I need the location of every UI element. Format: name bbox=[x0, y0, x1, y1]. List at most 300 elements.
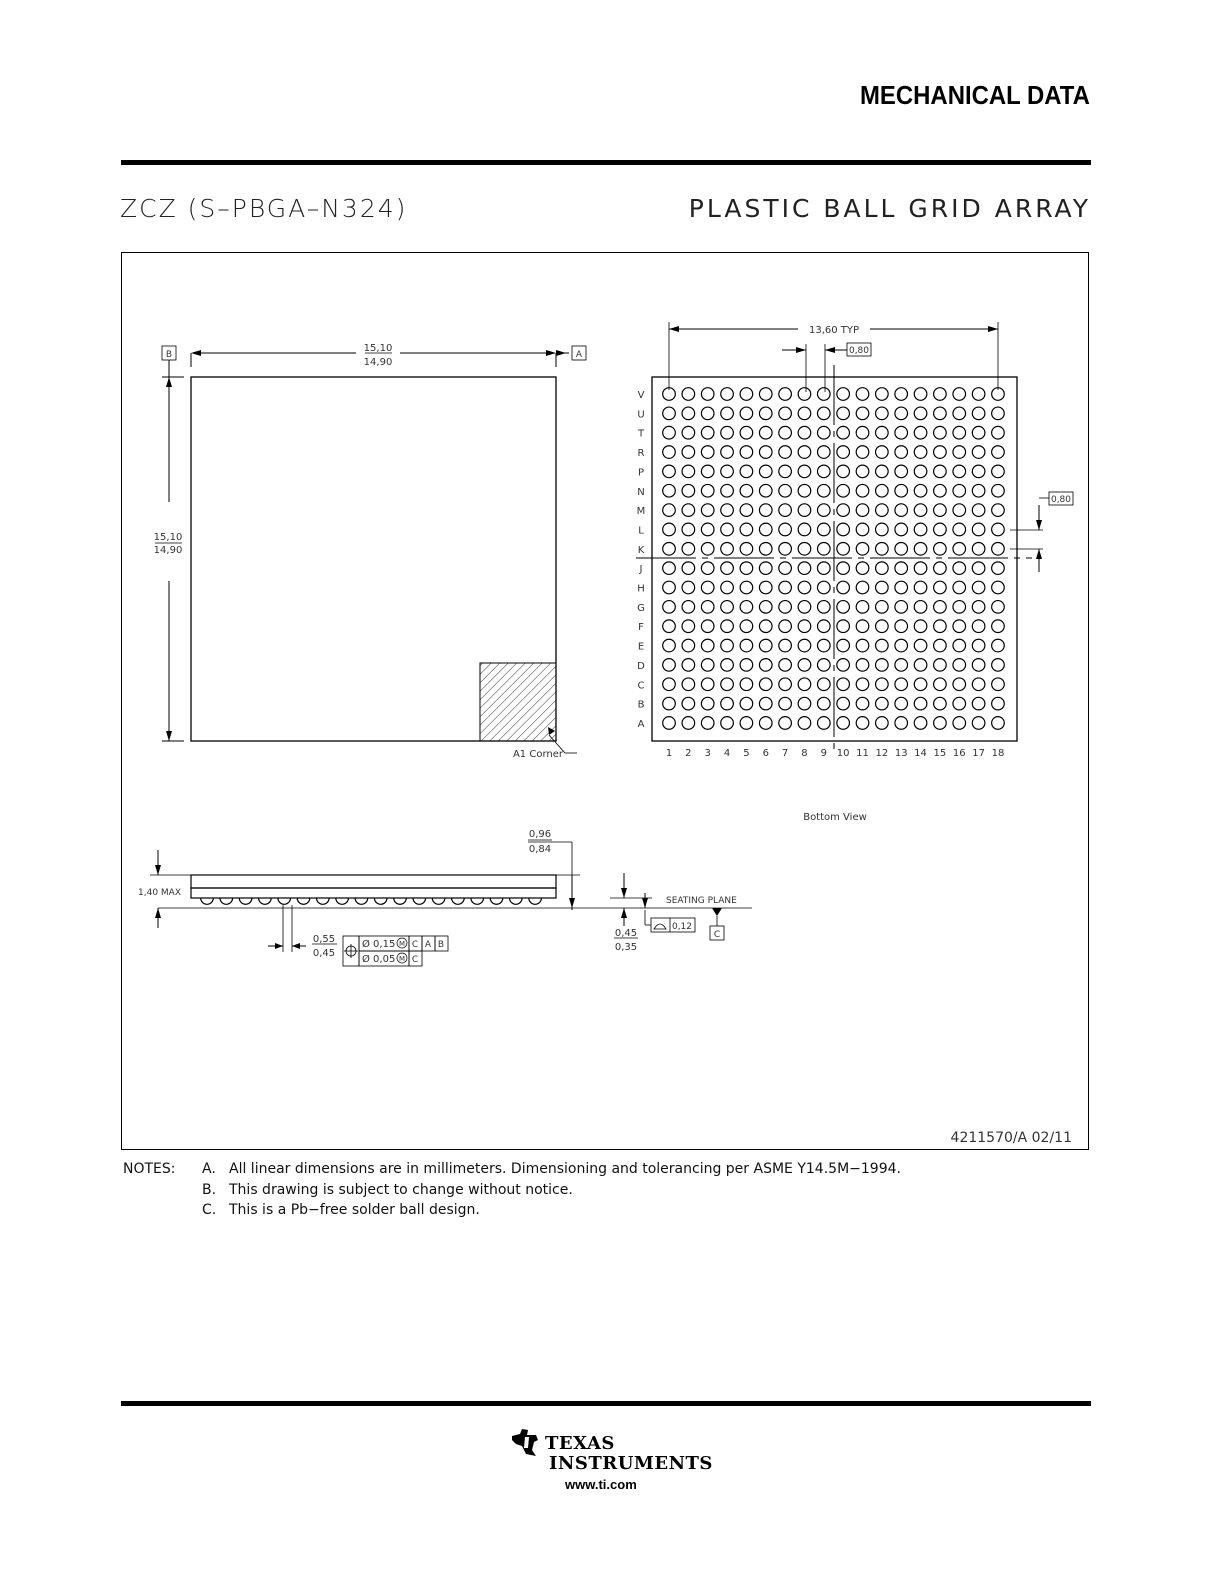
solder-ball-D5 bbox=[740, 659, 753, 672]
side-ball-16 bbox=[490, 898, 503, 904]
solder-ball-N10 bbox=[837, 484, 850, 497]
solder-ball-K12 bbox=[876, 543, 889, 556]
solder-ball-U15 bbox=[934, 407, 947, 420]
solder-ball-F3 bbox=[701, 620, 714, 633]
solder-ball-T8 bbox=[798, 426, 811, 439]
solder-ball-L15 bbox=[934, 523, 947, 536]
solder-ball-H14 bbox=[914, 581, 927, 594]
solder-ball-U12 bbox=[876, 407, 889, 420]
solder-ball-D10 bbox=[837, 659, 850, 672]
solder-ball-J3 bbox=[701, 562, 714, 575]
solder-ball-K5 bbox=[740, 543, 753, 556]
solder-ball-H10 bbox=[837, 581, 850, 594]
row-label-H: H bbox=[637, 583, 645, 595]
solder-ball-J8 bbox=[798, 562, 811, 575]
solder-ball-J17 bbox=[972, 562, 985, 575]
solder-ball-R17 bbox=[972, 446, 985, 459]
solder-ball-L10 bbox=[837, 523, 850, 536]
side-ball-12 bbox=[413, 898, 426, 904]
side-ball-9 bbox=[355, 898, 368, 904]
solder-ball-F5 bbox=[740, 620, 753, 633]
solder-ball-B13 bbox=[895, 697, 908, 710]
pitch-y: 0,80 bbox=[1050, 495, 1072, 505]
solder-ball-A18 bbox=[992, 717, 1005, 730]
solder-ball-T6 bbox=[759, 426, 772, 439]
solder-ball-B17 bbox=[972, 697, 985, 710]
pitch-x: 0,80 bbox=[848, 346, 870, 356]
solder-ball-C5 bbox=[740, 678, 753, 691]
tol-1-ref-a: A bbox=[424, 940, 432, 950]
solder-ball-V7 bbox=[779, 388, 792, 401]
note-letter: A. bbox=[202, 1161, 216, 1177]
drawing-number: 4211570/A 02/11 bbox=[950, 1130, 1072, 1146]
body-max: 0,96 bbox=[528, 829, 552, 840]
solder-ball-G11 bbox=[856, 601, 869, 614]
solder-ball-D14 bbox=[914, 659, 927, 672]
solder-ball-H3 bbox=[701, 581, 714, 594]
solder-ball-D4 bbox=[721, 659, 734, 672]
solder-ball-C1 bbox=[663, 678, 676, 691]
note-text: All linear dimensions are in millimeters. Dimensioning and tolerancing per ASME Y14.5M−1994. bbox=[229, 1161, 901, 1177]
solder-ball-R3 bbox=[701, 446, 714, 459]
package-code: ZCZ (S–PBGA–N324) bbox=[120, 194, 408, 223]
solder-ball-A7 bbox=[779, 717, 792, 730]
solder-ball-V4 bbox=[721, 388, 734, 401]
solder-ball-K1 bbox=[663, 543, 676, 556]
row-label-U: U bbox=[637, 409, 645, 421]
solder-ball-G12 bbox=[876, 601, 889, 614]
solder-ball-C17 bbox=[972, 678, 985, 691]
solder-ball-K6 bbox=[759, 543, 772, 556]
solder-ball-N14 bbox=[914, 484, 927, 497]
solder-ball-B10 bbox=[837, 697, 850, 710]
solder-ball-V9 bbox=[818, 388, 831, 401]
solder-ball-K18 bbox=[992, 543, 1005, 556]
solder-ball-J15 bbox=[934, 562, 947, 575]
solder-ball-R10 bbox=[837, 446, 850, 459]
solder-ball-B15 bbox=[934, 697, 947, 710]
solder-ball-F12 bbox=[876, 620, 889, 633]
solder-ball-L16 bbox=[953, 523, 966, 536]
row-label-V: V bbox=[637, 390, 645, 401]
side-ball-8 bbox=[336, 898, 349, 904]
solder-ball-T16 bbox=[953, 426, 966, 439]
solder-ball-U11 bbox=[856, 407, 869, 420]
solder-ball-G8 bbox=[798, 601, 811, 614]
solder-ball-E15 bbox=[934, 639, 947, 652]
solder-ball-N12 bbox=[876, 484, 889, 497]
row-label-E: E bbox=[637, 641, 645, 653]
ti-logo-icon bbox=[510, 1428, 544, 1458]
solder-ball-U14 bbox=[914, 407, 927, 420]
solder-ball-E9 bbox=[818, 639, 831, 652]
solder-ball-V3 bbox=[701, 388, 714, 401]
column-label-15: 15 bbox=[933, 748, 947, 759]
solder-ball-H4 bbox=[721, 581, 734, 594]
solder-ball-P5 bbox=[740, 465, 753, 478]
solder-ball-M12 bbox=[876, 504, 889, 517]
a1-corner-hatch bbox=[480, 663, 556, 741]
solder-ball-E18 bbox=[992, 639, 1005, 652]
solder-ball-M13 bbox=[895, 504, 908, 517]
solder-ball-N17 bbox=[972, 484, 985, 497]
column-label-9: 9 bbox=[820, 748, 827, 759]
datum-a: A bbox=[575, 350, 583, 360]
solder-ball-B4 bbox=[721, 697, 734, 710]
solder-ball-K4 bbox=[721, 543, 734, 556]
solder-ball-L14 bbox=[914, 523, 927, 536]
solder-balls bbox=[201, 898, 542, 904]
solder-ball-U13 bbox=[895, 407, 908, 420]
solder-ball-M10 bbox=[837, 504, 850, 517]
solder-ball-F7 bbox=[779, 620, 792, 633]
column-label-7: 7 bbox=[781, 748, 789, 759]
solder-ball-H12 bbox=[876, 581, 889, 594]
row-label-B: B bbox=[637, 699, 645, 711]
solder-ball-U4 bbox=[721, 407, 734, 420]
column-label-6: 6 bbox=[762, 748, 769, 759]
solder-ball-L2 bbox=[682, 523, 695, 536]
solder-ball-C15 bbox=[934, 678, 947, 691]
solder-ball-N2 bbox=[682, 484, 695, 497]
body-min: 0,84 bbox=[528, 844, 552, 855]
solder-ball-P8 bbox=[798, 465, 811, 478]
solder-ball-D9 bbox=[818, 659, 831, 672]
solder-ball-R18 bbox=[992, 446, 1005, 459]
tolerance-2: Ø 0,05 bbox=[362, 954, 396, 965]
solder-ball-R7 bbox=[779, 446, 792, 459]
solder-ball-M9 bbox=[818, 504, 831, 517]
solder-ball-N4 bbox=[721, 484, 734, 497]
solder-ball-B8 bbox=[798, 697, 811, 710]
solder-ball-G7 bbox=[779, 601, 792, 614]
solder-ball-H11 bbox=[856, 581, 869, 594]
solder-ball-M14 bbox=[914, 504, 927, 517]
solder-ball-U17 bbox=[972, 407, 985, 420]
column-label-3: 3 bbox=[704, 748, 711, 759]
brand-line-1: TEXAS bbox=[545, 1433, 615, 1454]
solder-ball-R4 bbox=[721, 446, 734, 459]
bottom-view-caption: Bottom View bbox=[803, 812, 867, 823]
solder-ball-B6 bbox=[759, 697, 772, 710]
footer-rule bbox=[121, 1401, 1091, 1406]
solder-ball-J13 bbox=[895, 562, 908, 575]
solder-ball-D1 bbox=[663, 659, 676, 672]
row-labels bbox=[637, 390, 646, 730]
solder-ball-D16 bbox=[953, 659, 966, 672]
solder-ball-J1 bbox=[663, 562, 676, 575]
website-link[interactable]: www.ti.com bbox=[565, 1477, 637, 1492]
solder-ball-U2 bbox=[682, 407, 695, 420]
solder-ball-T13 bbox=[895, 426, 908, 439]
solder-ball-D2 bbox=[682, 659, 695, 672]
solder-ball-T11 bbox=[856, 426, 869, 439]
solder-ball-F14 bbox=[914, 620, 927, 633]
solder-ball-E4 bbox=[721, 639, 734, 652]
solder-ball-F18 bbox=[992, 620, 1005, 633]
solder-ball-T14 bbox=[914, 426, 927, 439]
side-ball-18 bbox=[529, 898, 542, 904]
solder-ball-G13 bbox=[895, 601, 908, 614]
solder-ball-V15 bbox=[934, 388, 947, 401]
solder-ball-R11 bbox=[856, 446, 869, 459]
row-label-D: D bbox=[637, 660, 645, 672]
solder-ball-P14 bbox=[914, 465, 927, 478]
solder-ball-H7 bbox=[779, 581, 792, 594]
solder-ball-G1 bbox=[663, 601, 676, 614]
solder-ball-F6 bbox=[759, 620, 772, 633]
solder-ball-N7 bbox=[779, 484, 792, 497]
solder-ball-P16 bbox=[953, 465, 966, 478]
solder-ball-R1 bbox=[663, 446, 676, 459]
side-ball-1 bbox=[201, 898, 214, 904]
solder-ball-C7 bbox=[779, 678, 792, 691]
solder-ball-V10 bbox=[837, 388, 850, 401]
solder-ball-H18 bbox=[992, 581, 1005, 594]
solder-ball-V8 bbox=[798, 388, 811, 401]
solder-ball-V12 bbox=[876, 388, 889, 401]
solder-ball-R15 bbox=[934, 446, 947, 459]
solder-ball-H13 bbox=[895, 581, 908, 594]
column-label-11: 11 bbox=[856, 748, 869, 759]
row-label-R: R bbox=[637, 448, 645, 460]
solder-ball-R13 bbox=[895, 446, 908, 459]
solder-ball-E12 bbox=[876, 639, 889, 652]
solder-ball-J14 bbox=[914, 562, 927, 575]
solder-ball-N6 bbox=[759, 484, 772, 497]
solder-ball-E8 bbox=[798, 639, 811, 652]
solder-ball-P4 bbox=[721, 465, 734, 478]
solder-ball-M3 bbox=[701, 504, 714, 517]
solder-ball-T4 bbox=[721, 426, 734, 439]
solder-ball-U8 bbox=[798, 407, 811, 420]
solder-ball-C9 bbox=[818, 678, 831, 691]
column-label-12: 12 bbox=[875, 748, 889, 759]
solder-ball-E17 bbox=[972, 639, 985, 652]
solder-ball-A4 bbox=[721, 717, 734, 730]
solder-ball-K17 bbox=[972, 543, 985, 556]
solder-ball-N9 bbox=[818, 484, 831, 497]
span-label: 13,60 TYP bbox=[808, 325, 860, 336]
solder-ball-F17 bbox=[972, 620, 985, 633]
column-label-17: 17 bbox=[972, 748, 985, 759]
ball-dia-max: 0,55 bbox=[312, 934, 336, 945]
solder-ball-A10 bbox=[837, 717, 850, 730]
solder-ball-H1 bbox=[663, 581, 676, 594]
solder-ball-K14 bbox=[914, 543, 927, 556]
solder-ball-U6 bbox=[759, 407, 772, 420]
solder-ball-A9 bbox=[818, 717, 831, 730]
solder-ball-J12 bbox=[876, 562, 889, 575]
solder-ball-G3 bbox=[701, 601, 714, 614]
datum-c: C bbox=[713, 930, 721, 940]
solder-ball-E14 bbox=[914, 639, 927, 652]
solder-ball-U10 bbox=[837, 407, 850, 420]
solder-ball-N8 bbox=[798, 484, 811, 497]
solder-ball-B16 bbox=[953, 697, 966, 710]
solder-ball-M16 bbox=[953, 504, 966, 517]
side-ball-3 bbox=[239, 898, 252, 904]
solder-ball-T10 bbox=[837, 426, 850, 439]
solder-ball-L3 bbox=[701, 523, 714, 536]
solder-ball-D3 bbox=[701, 659, 714, 672]
row-label-A: A bbox=[637, 718, 645, 730]
solder-ball-E16 bbox=[953, 639, 966, 652]
solder-ball-L12 bbox=[876, 523, 889, 536]
row-label-L: L bbox=[638, 525, 644, 537]
solder-ball-J11 bbox=[856, 562, 869, 575]
solder-ball-A16 bbox=[953, 717, 966, 730]
solder-ball-C6 bbox=[759, 678, 772, 691]
solder-ball-K16 bbox=[953, 543, 966, 556]
solder-ball-U1 bbox=[663, 407, 676, 420]
solder-ball-K11 bbox=[856, 543, 869, 556]
solder-ball-E13 bbox=[895, 639, 908, 652]
solder-ball-C8 bbox=[798, 678, 811, 691]
solder-ball-R16 bbox=[953, 446, 966, 459]
solder-ball-M18 bbox=[992, 504, 1005, 517]
solder-ball-D6 bbox=[759, 659, 772, 672]
column-label-14: 14 bbox=[914, 748, 927, 759]
solder-ball-R9 bbox=[818, 446, 831, 459]
solder-ball-B14 bbox=[914, 697, 927, 710]
solder-ball-P2 bbox=[682, 465, 695, 478]
solder-ball-A14 bbox=[914, 717, 927, 730]
standoff-min: 0,35 bbox=[614, 942, 638, 953]
solder-ball-L6 bbox=[759, 523, 772, 536]
solder-ball-A6 bbox=[759, 717, 772, 730]
solder-ball-L5 bbox=[740, 523, 753, 536]
solder-ball-A11 bbox=[856, 717, 869, 730]
standoff-max: 0,45 bbox=[614, 928, 638, 939]
solder-ball-P15 bbox=[934, 465, 947, 478]
flatness-value: 0,12 bbox=[671, 922, 693, 932]
row-label-F: F bbox=[638, 622, 644, 634]
solder-ball-L1 bbox=[663, 523, 676, 536]
solder-ball-V6 bbox=[759, 388, 772, 401]
solder-ball-M11 bbox=[856, 504, 869, 517]
solder-ball-L13 bbox=[895, 523, 908, 536]
row-label-G: G bbox=[637, 602, 645, 614]
side-ball-11 bbox=[394, 898, 407, 904]
solder-ball-K15 bbox=[934, 543, 947, 556]
solder-ball-K7 bbox=[779, 543, 792, 556]
height-max: 15,10 bbox=[153, 532, 183, 543]
solder-ball-R8 bbox=[798, 446, 811, 459]
solder-ball-P3 bbox=[701, 465, 714, 478]
solder-ball-B7 bbox=[779, 697, 792, 710]
solder-ball-F1 bbox=[663, 620, 676, 633]
solder-ball-C18 bbox=[992, 678, 1005, 691]
solder-ball-P12 bbox=[876, 465, 889, 478]
solder-ball-T17 bbox=[972, 426, 985, 439]
solder-ball-K9 bbox=[818, 543, 831, 556]
solder-ball-F11 bbox=[856, 620, 869, 633]
solder-ball-J18 bbox=[992, 562, 1005, 575]
solder-ball-A1 bbox=[663, 717, 676, 730]
solder-ball-J10 bbox=[837, 562, 850, 575]
solder-ball-N11 bbox=[856, 484, 869, 497]
solder-ball-A3 bbox=[701, 717, 714, 730]
column-label-16: 16 bbox=[952, 748, 966, 759]
row-label-M: M bbox=[636, 506, 646, 518]
solder-ball-E10 bbox=[837, 639, 850, 652]
solder-ball-P11 bbox=[856, 465, 869, 478]
solder-ball-B18 bbox=[992, 697, 1005, 710]
solder-ball-U5 bbox=[740, 407, 753, 420]
solder-ball-R12 bbox=[876, 446, 889, 459]
solder-ball-G5 bbox=[740, 601, 753, 614]
solder-ball-B9 bbox=[818, 697, 831, 710]
side-view bbox=[138, 829, 752, 966]
tolerance-1: Ø 0,15 bbox=[362, 939, 396, 950]
solder-ball-P9 bbox=[818, 465, 831, 478]
solder-ball-F4 bbox=[721, 620, 734, 633]
solder-ball-B5 bbox=[740, 697, 753, 710]
side-ball-15 bbox=[471, 898, 484, 904]
column-label-1: 1 bbox=[665, 748, 673, 759]
solder-ball-E11 bbox=[856, 639, 869, 652]
solder-ball-M5 bbox=[740, 504, 753, 517]
solder-ball-U7 bbox=[779, 407, 792, 420]
solder-ball-R2 bbox=[682, 446, 695, 459]
solder-ball-A8 bbox=[798, 717, 811, 730]
solder-ball-J7 bbox=[779, 562, 792, 575]
side-ball-7 bbox=[317, 898, 330, 904]
solder-ball-G6 bbox=[759, 601, 772, 614]
solder-ball-D17 bbox=[972, 659, 985, 672]
solder-ball-R6 bbox=[759, 446, 772, 459]
note-text: This is a Pb−free solder ball design. bbox=[229, 1202, 480, 1218]
solder-ball-A12 bbox=[876, 717, 889, 730]
section-title: MECHANICAL DATA bbox=[860, 80, 1090, 110]
solder-ball-C11 bbox=[856, 678, 869, 691]
solder-ball-L4 bbox=[721, 523, 734, 536]
solder-ball-J16 bbox=[953, 562, 966, 575]
column-label-2: 2 bbox=[685, 748, 692, 759]
column-label-4: 4 bbox=[723, 748, 731, 759]
tol-2-ref-c: C bbox=[411, 955, 419, 965]
tol-1-ref-b: B bbox=[437, 940, 445, 950]
width-max: 15,10 bbox=[363, 343, 393, 354]
mmc-symbol-1: M bbox=[398, 940, 406, 948]
note-letter: C. bbox=[202, 1202, 217, 1218]
solder-ball-H9 bbox=[818, 581, 831, 594]
solder-ball-C12 bbox=[876, 678, 889, 691]
solder-ball-L11 bbox=[856, 523, 869, 536]
side-ball-17 bbox=[510, 898, 523, 904]
solder-ball-P17 bbox=[972, 465, 985, 478]
side-ball-6 bbox=[297, 898, 310, 904]
row-label-K: K bbox=[637, 544, 645, 556]
solder-ball-V5 bbox=[740, 388, 753, 401]
solder-ball-L9 bbox=[818, 523, 831, 536]
side-ball-10 bbox=[374, 898, 387, 904]
solder-ball-D15 bbox=[934, 659, 947, 672]
solder-ball-G4 bbox=[721, 601, 734, 614]
solder-ball-T7 bbox=[779, 426, 792, 439]
solder-ball-H15 bbox=[934, 581, 947, 594]
solder-ball-K10 bbox=[837, 543, 850, 556]
column-labels bbox=[666, 748, 1005, 759]
solder-ball-B11 bbox=[856, 697, 869, 710]
solder-ball-K13 bbox=[895, 543, 908, 556]
datum-b: B bbox=[165, 350, 173, 360]
note-a bbox=[202, 1161, 901, 1177]
solder-ball-J4 bbox=[721, 562, 734, 575]
solder-ball-F10 bbox=[837, 620, 850, 633]
solder-ball-C4 bbox=[721, 678, 734, 691]
